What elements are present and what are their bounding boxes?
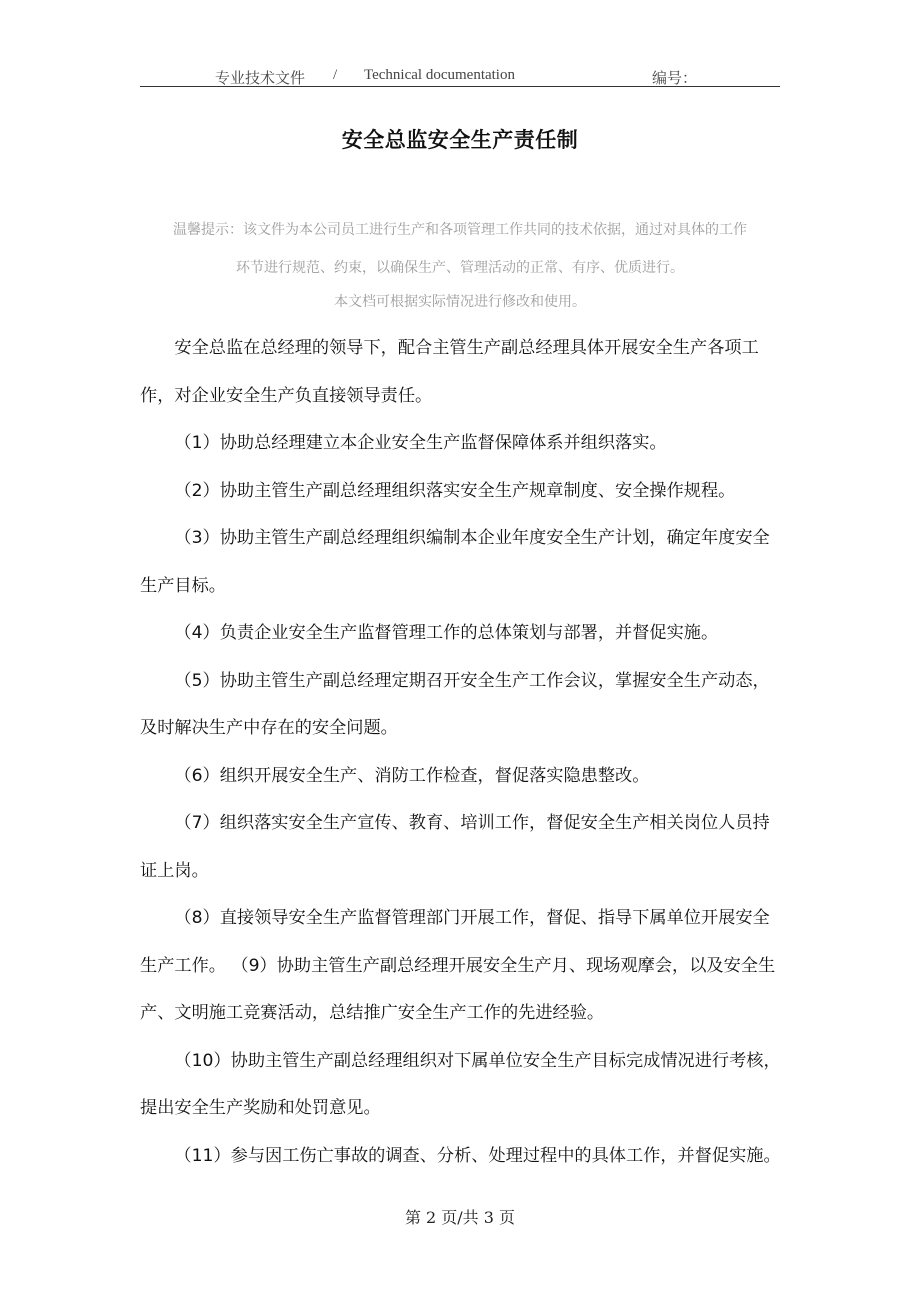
page-footer: 第 2 页/共 3 页: [404, 1208, 516, 1227]
paragraph-item-7: （7）组织落实安全生产宣传、教育、培训工作，督促安全生产相关岗位人员持证上岗。: [140, 813, 770, 881]
paragraph-item-1: （1）协助总经理建立本企业安全生产监督保障体系并组织落实。: [174, 433, 667, 453]
page-header: [140, 66, 780, 87]
header-english-title: Technical documentation: [364, 67, 515, 83]
paragraph-item-5: （5）协助主管生产副总经理定期召开安全生产工作会议，掌握安全生产动态，及时解决生产中存在的安全问题。: [140, 670, 770, 738]
paragraph-item-3: （3）协助主管生产副总经理组织编制本企业年度安全生产计划，确定年度安全生产目标。: [140, 528, 770, 596]
tip-line-3: 本文档可根据实际情况进行修改和使用。: [334, 294, 586, 310]
tip-line-1: 温馨提示：该文件为本公司员工进行生产和各项管理工作共同的技术依据，通过对具体的工作: [173, 222, 747, 238]
paragraph-item-11: （11）参与因工伤亡事故的调查、分析、处理过程中的具体工作，并督促实施。: [174, 1145, 781, 1166]
paragraph-item-4: （4）负责企业安全生产监督管理工作的总体策划与部署，并督促实施。: [174, 623, 719, 643]
paragraph-item-2: （2）协助主管生产副总经理组织落实安全生产规章制度、安全操作规程。: [174, 480, 736, 501]
paragraph-item-8-9: （8）直接领导安全生产监督管理部门开展工作，督促、指导下属单位开展安全生产工作。 （9）协助主管生产副总经理开展安全生产月、现场观摩会，以及安全生产、文明施工竞赛活动，总结推广安全生产工作的先进经验。: [140, 908, 776, 1023]
header-number-label: 编号：: [652, 71, 698, 87]
paragraph-item-10: （10）协助主管生产副总经理组织对下属单位安全生产目标完成情况进行考核，提出安全生产奖励和处罚意见。: [140, 1050, 781, 1118]
document-title: 安全总监安全生产责任制: [341, 128, 579, 152]
paragraph-intro: 安全总监在总经理的领导下，配合主管生产副总经理具体开展安全生产各项工作，对企业安全生产负直接领导责任。: [140, 338, 759, 406]
tip-line-2: 环节进行规范、约束，以确保生产、管理活动的正常、有序、优质进行。: [236, 260, 684, 276]
paragraph-item-6: （6）组织开展安全生产、消防工作检查，督促落实隐患整改。: [174, 765, 650, 786]
document-body: [140, 325, 782, 1180]
header-category: 专业技术文件: [215, 71, 306, 87]
header-separator: /: [333, 67, 338, 83]
